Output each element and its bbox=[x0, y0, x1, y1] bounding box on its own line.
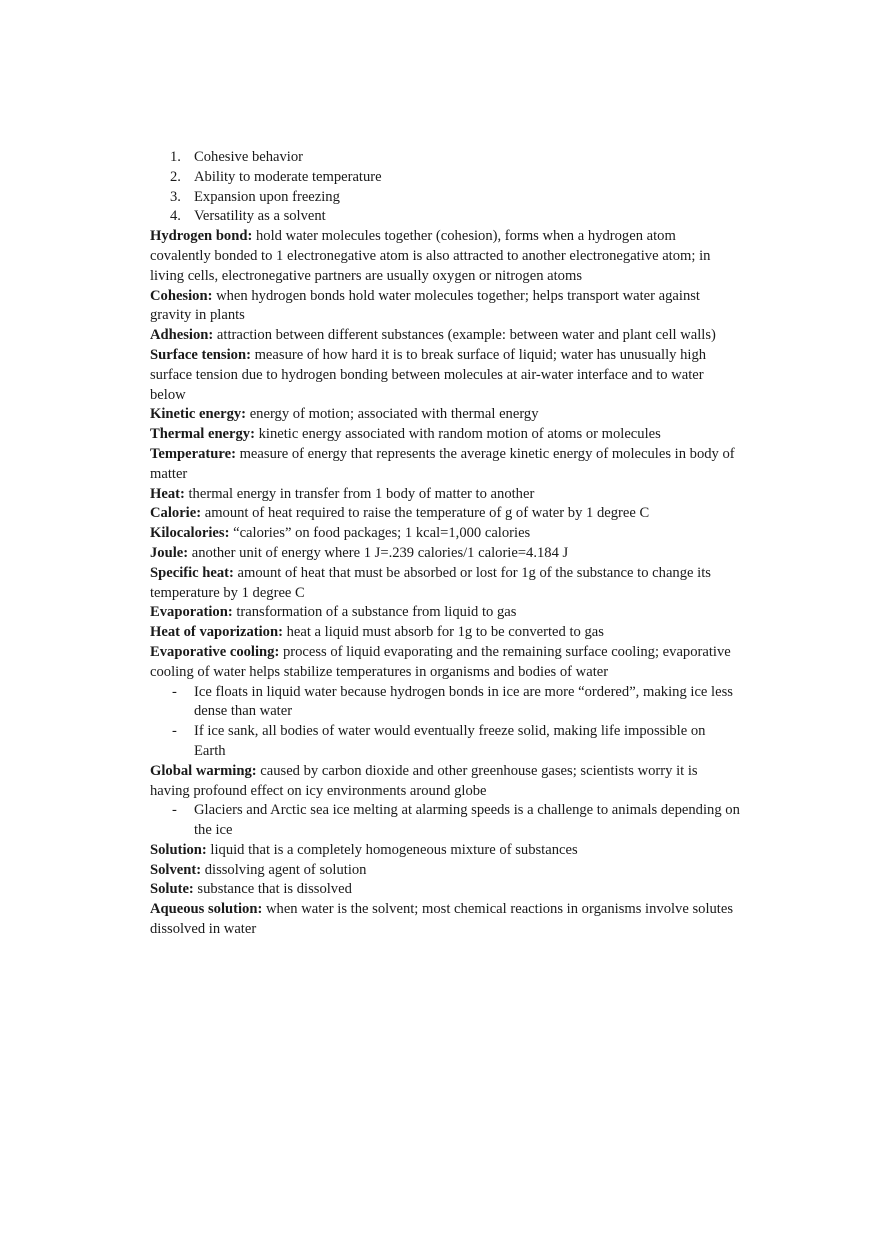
definition-specific-heat bbox=[150, 564, 740, 604]
list-number: 2. bbox=[170, 168, 181, 185]
definition-text: amount of heat that must be absorbed or lost for 1g of the substance to change its temperature by 1 degree C bbox=[150, 564, 711, 601]
definition-term: Hydrogen bond: bbox=[150, 228, 253, 245]
definition-text: another unit of energy where 1 J=.239 calories/1 calorie=4.184 J bbox=[188, 544, 569, 561]
definition-term: Adhesion: bbox=[150, 327, 214, 344]
definition-temperature bbox=[150, 445, 740, 485]
definition-text: measure of how hard it is to break surface of liquid; water has unusually high surface tension due to hydrogen bonding between molecules at air-water interface and to water below bbox=[150, 346, 707, 403]
definition-cohesion bbox=[150, 287, 740, 327]
bullet-item bbox=[150, 722, 740, 762]
definition-text: kinetic energy associated with random motion of atoms or molecules bbox=[254, 426, 661, 443]
definition-text: substance that is dissolved bbox=[193, 881, 352, 898]
definition-term: Kinetic energy: bbox=[150, 406, 247, 423]
definition-text: “calories” on food packages; 1 kcal=1,000 calories bbox=[229, 525, 531, 542]
definition-term: Joule: bbox=[150, 544, 189, 561]
definition-term: Solvent: bbox=[150, 861, 202, 878]
definition-text: liquid that is a completely homogeneous mixture of substances bbox=[206, 841, 578, 858]
definition-solution bbox=[150, 841, 740, 861]
definition-term: Thermal energy: bbox=[150, 426, 255, 443]
list-item bbox=[150, 207, 740, 227]
definition-term: Evaporative cooling: bbox=[150, 643, 280, 660]
bullet-item bbox=[150, 801, 740, 841]
definition-calorie bbox=[150, 504, 740, 524]
glacier-bullet-list bbox=[150, 801, 740, 841]
definition-kilocalories bbox=[150, 524, 740, 544]
list-number: 4. bbox=[170, 208, 181, 225]
definition-joule bbox=[150, 544, 740, 564]
definition-heat bbox=[150, 485, 740, 505]
definition-thermal-energy bbox=[150, 425, 740, 445]
definition-aqueous-solution bbox=[150, 900, 740, 940]
list-text: Versatility as a solvent bbox=[194, 208, 326, 225]
definition-term: Solute: bbox=[150, 881, 194, 898]
list-item bbox=[150, 148, 740, 168]
definition-term: Global warming: bbox=[150, 762, 257, 779]
definition-evaporative-cooling bbox=[150, 643, 740, 683]
definition-term: Aqueous solution: bbox=[150, 901, 263, 918]
definition-text: when water is the solvent; most chemical reactions in organisms involve solutes dissolved in water bbox=[150, 901, 734, 938]
definition-text: hold water molecules together (cohesion), forms when a hydrogen atom covalently bonded to 1 electronegative atom is also attracted to another electronegative atom; in living cells, electronegative partners are usually oxygen or nitrogen atoms bbox=[150, 228, 711, 284]
definition-term: Evaporation: bbox=[150, 604, 233, 621]
properties-list bbox=[150, 148, 740, 227]
ice-bullet-list bbox=[150, 683, 740, 762]
list-text: Ability to moderate temperature bbox=[194, 168, 382, 185]
document-page bbox=[150, 148, 740, 940]
bullet-dash: - bbox=[172, 683, 177, 700]
definition-solute bbox=[150, 880, 740, 900]
definition-text: caused by carbon dioxide and other greenhouse gases; scientists worry it is having profound effect on icy environments around globe bbox=[150, 762, 698, 799]
definition-text: measure of energy that represents the average kinetic energy of molecules in body of matter bbox=[150, 445, 735, 482]
list-item bbox=[150, 188, 740, 208]
definition-adhesion bbox=[150, 326, 740, 346]
bullet-dash: - bbox=[172, 723, 177, 740]
definition-term: Solution: bbox=[150, 841, 207, 858]
list-number: 1. bbox=[170, 149, 181, 165]
definition-solvent bbox=[150, 861, 740, 881]
definition-evaporation bbox=[150, 603, 740, 623]
definition-term: Cohesion: bbox=[150, 287, 213, 304]
definition-heat-of-vaporization bbox=[150, 623, 740, 643]
definition-global-warming bbox=[150, 762, 740, 802]
definition-surface-tension bbox=[150, 346, 740, 405]
bullet-text: Glaciers and Arctic sea ice melting at alarming speeds is a challenge to animals depending on the ice bbox=[194, 802, 740, 839]
definition-kinetic-energy bbox=[150, 405, 740, 425]
bullet-dash: - bbox=[172, 802, 177, 819]
list-item bbox=[150, 168, 740, 188]
definition-text: transformation of a substance from liquid to gas bbox=[232, 604, 517, 621]
definition-term: Surface tension: bbox=[150, 346, 251, 363]
bullet-text: Ice floats in liquid water because hydrogen bonds in ice are more “ordered”, making ice less dense than water bbox=[194, 683, 733, 720]
list-text: Expansion upon freezing bbox=[194, 188, 340, 205]
list-text: Cohesive behavior bbox=[194, 149, 304, 165]
definition-text: energy of motion; associated with thermal energy bbox=[246, 406, 539, 423]
definition-text: dissolving agent of solution bbox=[201, 861, 367, 878]
definition-term: Specific heat: bbox=[150, 564, 234, 581]
definition-text: thermal energy in transfer from 1 body of matter to another bbox=[184, 485, 535, 502]
definition-text: heat a liquid must absorb for 1g to be converted to gas bbox=[282, 624, 604, 641]
bullet-item bbox=[150, 683, 740, 723]
definition-term: Kilocalories: bbox=[150, 525, 230, 542]
definition-text: attraction between different substances (example: between water and plant cell walls) bbox=[213, 327, 716, 344]
definition-text: when hydrogen bonds hold water molecules together; helps transport water against gravity in plants bbox=[150, 287, 700, 324]
definition-term: Calorie: bbox=[150, 505, 202, 522]
definition-text: amount of heat required to raise the temperature of g of water by 1 degree C bbox=[201, 505, 650, 522]
definition-text: process of liquid evaporating and the remaining surface cooling; evaporative cooling of water helps stabilize temperatures in organisms and bodies of water bbox=[150, 643, 731, 680]
definition-hydrogen-bond bbox=[150, 227, 740, 286]
definition-term: Heat of vaporization: bbox=[150, 624, 283, 641]
bullet-text: If ice sank, all bodies of water would eventually freeze solid, making life impossible on Earth bbox=[194, 723, 706, 759]
definition-term: Temperature: bbox=[150, 445, 236, 462]
list-number: 3. bbox=[170, 188, 181, 205]
definition-term: Heat: bbox=[150, 485, 185, 502]
